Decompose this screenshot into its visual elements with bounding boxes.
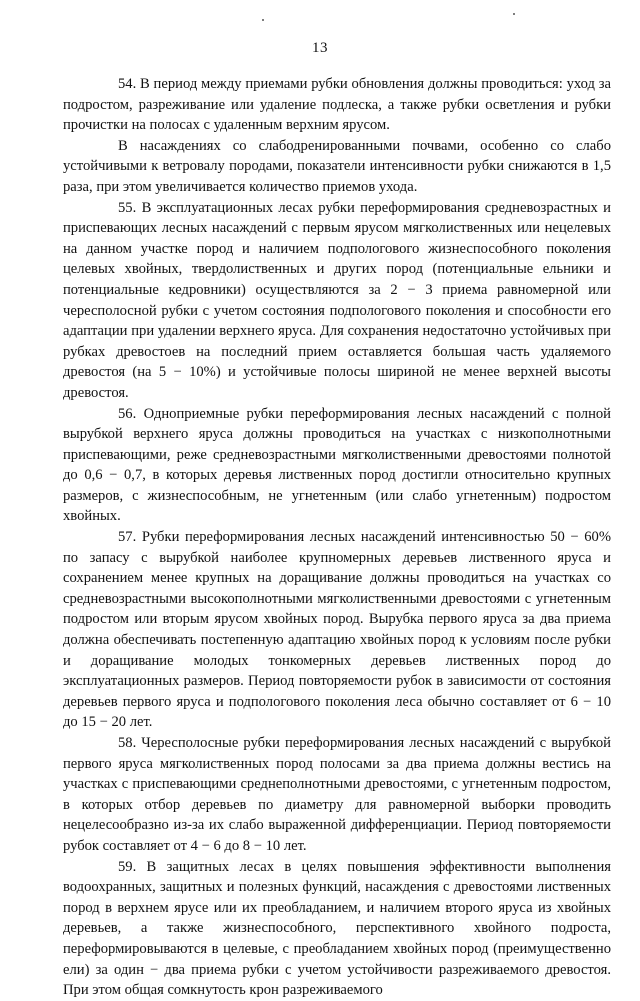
paragraph-55: 55. В эксплуатационных лесах рубки переформирования средневозрастных и приспевающих лесных насаждений с первым ярусом мягколиственных или нецелевых на данном участке пород и наличием подпологового жизнеспособного поколения целевых хвойных, твердолиственных и других пород (потенциальные ельники и потенциальные кедровники) осуществляются за 2 − 3 приема равномерной или чересполосной рубки с учетом состояния подпологового поколения и способности его адаптации при удалении верхнего яруса. Для сохранения недостаточно устойчивых при рубках древостоев на последний прием оставляется большая часть удаляемого древостоя (на 5 − 10%) и устойчивые полосы шириной не менее верхней высоты древостоя.: [63, 199, 611, 401]
paragraph-57: 57. Рубки переформирования лесных насаждений интенсивностью 50 − 60% по запасу с вырубкой наиболее крупномерных деревьев лиственного яруса и сохранением менее крупных на доращивание должны проводиться на участках со средневозрастными высокополнотными мягколиственными древостоями с угнетенным подростом или вторым ярусом хвойных пород. Вырубка первого яруса за два приема должна обеспечивать постепенную адаптацию хвойных пород к условиям после рубки и доращивание молодых тонкомерных деревьев лиственных пород до эксплуатационных размеров. Период повторяемости рубок в зависимости от состояния деревьев первого яруса и подпологового поколения леса обычно составляет от 6 − 10 до 15 − 20 лет.: [63, 529, 611, 731]
scan-speck: [513, 13, 515, 15]
page-number: 13: [312, 40, 328, 56]
body-text: [63, 74, 611, 1001]
paragraph-56: 56. Одноприемные рубки переформирования лесных насаждений с полной вырубкой верхнего яруса должны проводиться на участках с низкополнотными приспевающими, реже средневозрастными мягколиственными древостоями полнотой до 0,6 − 0,7, в которых деревья лиственных пород достигли относительно крупных размеров, с жизнеспособным, не угнетенным (или слабо угнетенным) подростом хвойных.: [63, 405, 611, 525]
paragraph-58: 58. Чересполосные рубки переформирования лесных насаждений с вырубкой первого яруса мягколиственных пород полосами за два приема должны вестись на участках с приспевающими среднеполнотными древостоями, с угнетенным подростом, в которых отбор деревьев по диаметру для равномерной выборки проводить нецелесообразно из-за их слабо выраженной дифференциации. Период повторяемости рубок составляет от 4 − 6 до 8 − 10 лет.: [63, 735, 611, 854]
paragraph-54: 54. В период между приемами рубки обновления должны проводиться: уход за подростом, разреживание или удаление подлеска, а также рубки осветления и рубки прочистки на полосах с удаленным верхним ярусом.: [63, 76, 611, 134]
scan-speck: [262, 19, 264, 21]
paragraph-54-note: В насаждениях со слабодренированными почвами, особенно со слабо устойчивыми к ветровалу породами, показатели интенсивности рубки снижаются в 1,5 раза, при этом увеличивается количество приемов ухода.: [63, 137, 611, 195]
paragraph-59: 59. В защитных лесах в целях повышения эффективности выполнения водоохранных, защитных и полезных функций, насаждения с древостоями лиственных пород в верхнем ярусе или их преобладанием, и наличием второго яруса из хвойных деревьев, а также жизнеспособного, перспективного хвойного подроста, переформировываются в целевые, с преобладанием хвойных пород (преимущественно ели) за один − два приема рубки с учетом устойчивости разреживаемого древостоя. При этом общая сомкнутость крон разреживаемого: [63, 858, 611, 999]
